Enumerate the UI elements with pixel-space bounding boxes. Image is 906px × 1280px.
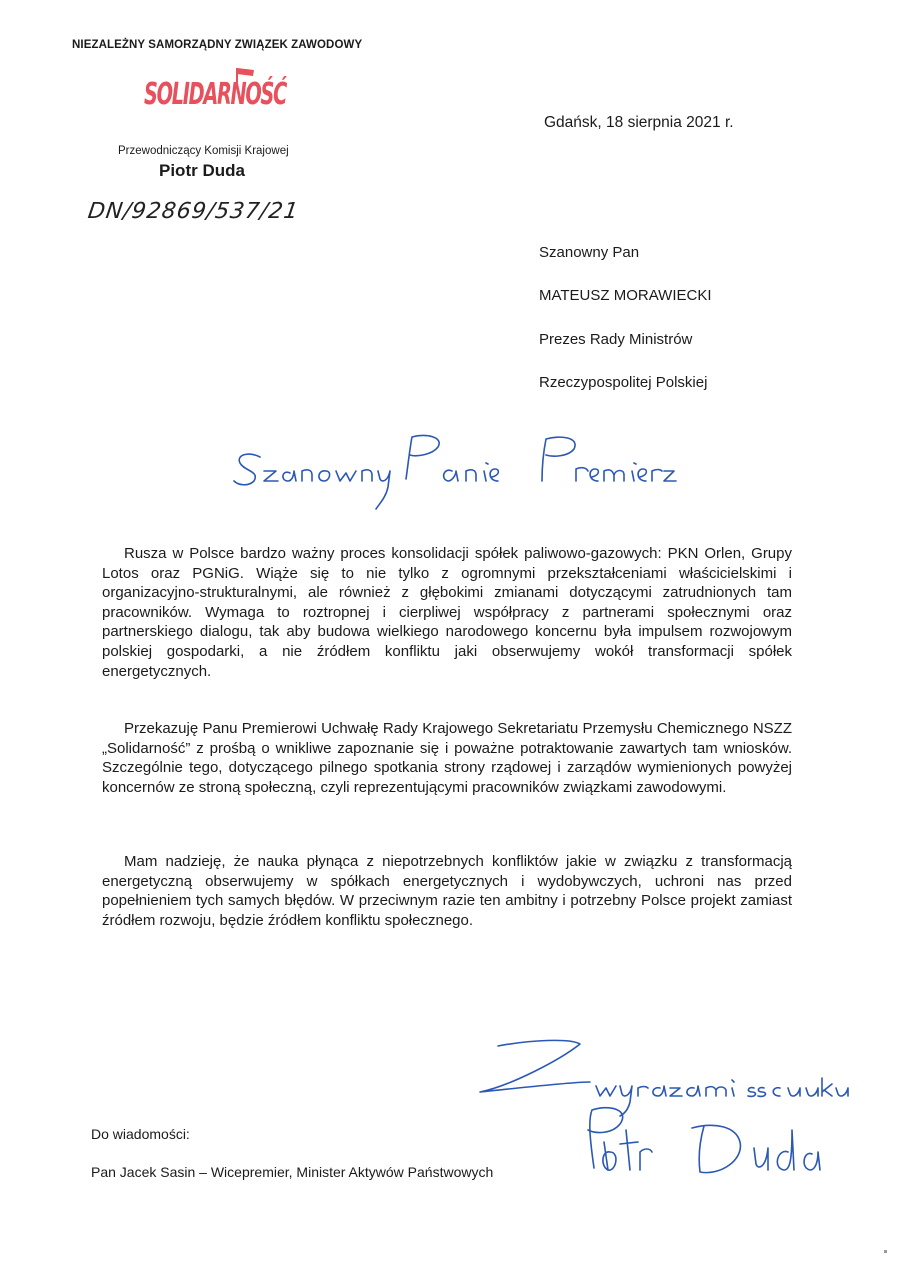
handwritten-closing-text: Z wyrazami szacunku: [470, 1030, 480, 1031]
svg-text:SOLIDARNOŚĆ: SOLIDARNOŚĆ: [144, 77, 365, 112]
reference-number: DN/92869/537/21: [86, 199, 301, 224]
paragraph-text: Rusza w Polsce bardzo ważny proces konsolidacji spółek paliwowo-gazowych: PKN Orlen, Grupy Lotos oraz PGNiG. Wiąże się to nie tylko z ogromnymi przekształceniami właścicielskimi i organizacyjno-strukturalnymi, ale również z głębokimi zmianami dotyczącymi zatrudnionych tam pracowników. Wymaga to roztropnej i cierpliwej współpracy z partnerami społecznymi oraz partnerskiego dialogu, tak aby budowa wielkiego narodowego koncernu była impulsem rozwojowym polskiej gospodarki, a nie źródłem konfliktu jaki obserwujemy wokół transformacji spółek energetycznych.: [102, 545, 792, 680]
handwritten-signature: [470, 1030, 860, 1185]
recipient-name: MATEUSZ MORAWIECKI: [539, 287, 712, 304]
place-date: Gdańsk, 18 sierpnia 2021 r.: [544, 114, 734, 131]
handwritten-signature-text: Piotr Duda: [470, 1032, 475, 1033]
paragraph-text: Mam nadzieję, że nauka płynąca z niepotrzebnych konfliktów jakie w związku z transformacją energetyczną obserwujemy w spółkach energetycznych i wydobywczych, uchroni nas przed popełnieniem tych samych błędów. W przeciwnym razie ten ambitny i potrzebny Polsce projekt zamiast źródłem rozwoju, będzie źródłem konfliktu społecznego.: [102, 853, 792, 929]
recipient-salutation: Szanowny Pan: [539, 244, 640, 261]
chair-name: Piotr Duda: [159, 161, 245, 180]
cc-label: Do wiadomości:: [91, 1126, 190, 1142]
recipient-country: Rzeczypospolitej Polskiej: [539, 374, 708, 391]
scan-mark: [884, 1250, 887, 1253]
body-paragraph-2: [102, 719, 792, 797]
handwritten-greeting: [230, 425, 680, 515]
solidarnosc-logo: [142, 64, 365, 114]
chair-role: Przewodniczący Komisji Krajowej: [118, 145, 289, 157]
cc-recipient: Pan Jacek Sasin – Wicepremier, Minister Aktywów Państwowych: [91, 1164, 494, 1180]
handwritten-greeting-text: Szanowny Panie Premierze: [230, 425, 243, 426]
union-name: NIEZALEŻNY SAMORZĄDNY ZWIĄZEK ZAWODOWY: [72, 39, 363, 51]
paragraph-text: Przekazuję Panu Premierowi Uchwałę Rady Krajowego Sekretariatu Przemysłu Chemicznego NSZZ „Solidarność” z prośbą o wnikliwe zapoznanie się i poważne potraktowanie zawartych tam wniosków. Szczególnie tego, dotyczącego pilnego spotkania strony rządowej i zarządów wymienionych powyżej koncernów ze stroną społeczną, czyli reprezentującymi pracowników związkami zawodowymi.: [102, 720, 792, 796]
recipient-position: Prezes Rady Ministrów: [539, 331, 693, 348]
body-paragraph-1: [102, 544, 792, 681]
body-paragraph-3: [102, 852, 792, 930]
